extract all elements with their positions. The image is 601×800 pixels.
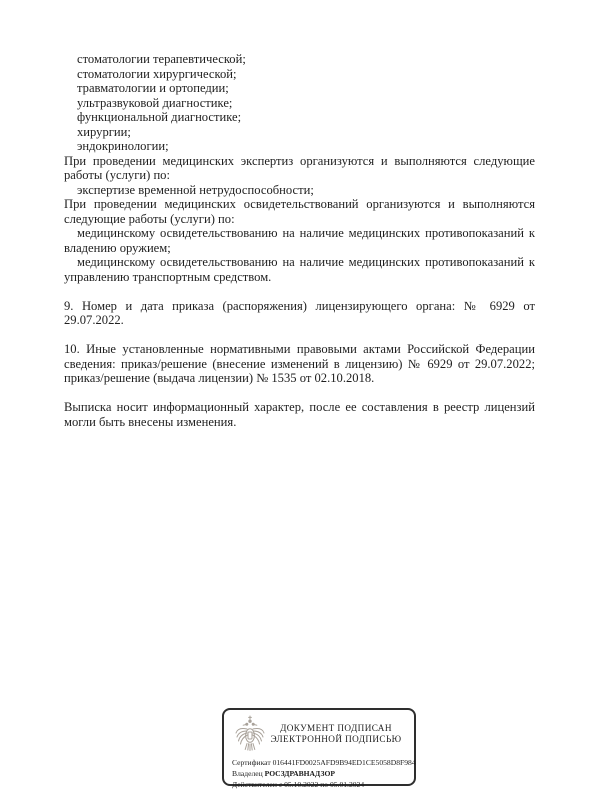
validity-line: Действителен с 05.10.2022 по 05.01.2024 [232, 780, 365, 790]
examination-items-list [64, 226, 535, 284]
electronic-signature-stamp [222, 708, 416, 790]
other-info-paragraph: 10. Иные установленные нормативными правовыми актами Российской Федерации сведения: приказ/решение (внесение изменений в лицензию) № 6929 от 29.07.2022; приказ/решение (выдача лицензии) № 1535 от 02.10.2018. [64, 342, 535, 385]
list-item: стоматологии терапевтической; [77, 52, 246, 66]
stamp-details [232, 757, 416, 791]
examination-intro-paragraph: При проведении медицинских освидетельствований организуются и выполняются следующие работы (услуги) по: [64, 197, 535, 226]
list-item: травматологии и ортопедии; [77, 81, 229, 95]
certificate-value: 016441FD0025AFD9B94ED1CE5058D8F984 [272, 758, 416, 767]
list-item: медицинскому освидетельствованию на наличие медицинских противопоказаний к владению оружием; [64, 226, 535, 255]
stamp-header [232, 714, 406, 754]
expertise-items-list [64, 183, 535, 198]
certificate-label: Сертификат [232, 758, 271, 767]
specialties-list [64, 52, 535, 154]
order-number-paragraph: 9. Номер и дата приказа (распоряжения) лицензирующего органа: № 6929 от 29.07.2022. [64, 298, 535, 327]
list-item: функциональной диагностике; [77, 110, 242, 124]
owner-line [232, 768, 406, 779]
certificate-line [232, 757, 416, 768]
document-body [64, 52, 535, 429]
list-item: эндокринологии; [77, 139, 169, 153]
expertise-intro-paragraph: При проведении медицинских экспертиз организуются и выполняются следующие работы (услуги) по: [64, 153, 535, 182]
owner-label: Владелец [232, 769, 263, 779]
stamp-title [266, 723, 406, 746]
list-item: хирургии; [77, 124, 131, 139]
list-item: медицинскому освидетельствованию на наличие медицинских противопоказаний к управлению транспортным средством. [64, 255, 535, 284]
stamp-title-line2: ЭЛЕКТРОННОЙ ПОДПИСЬЮ [270, 734, 402, 744]
disclaimer-paragraph: Выписка носит информационный характер, после ее составления в реестр лицензий могли быть внесены изменения. [64, 400, 535, 429]
double-headed-eagle-icon [234, 715, 266, 753]
list-item: экспертизе временной нетрудоспособности; [77, 182, 314, 197]
owner-value: РОСЗДРАВНАДЗОР [264, 769, 336, 779]
list-item: стоматологии хирургической; [77, 66, 237, 81]
stamp-title-line1: ДОКУМЕНТ ПОДПИСАН [280, 722, 392, 733]
list-item: ультразвуковой диагностике; [77, 95, 233, 110]
